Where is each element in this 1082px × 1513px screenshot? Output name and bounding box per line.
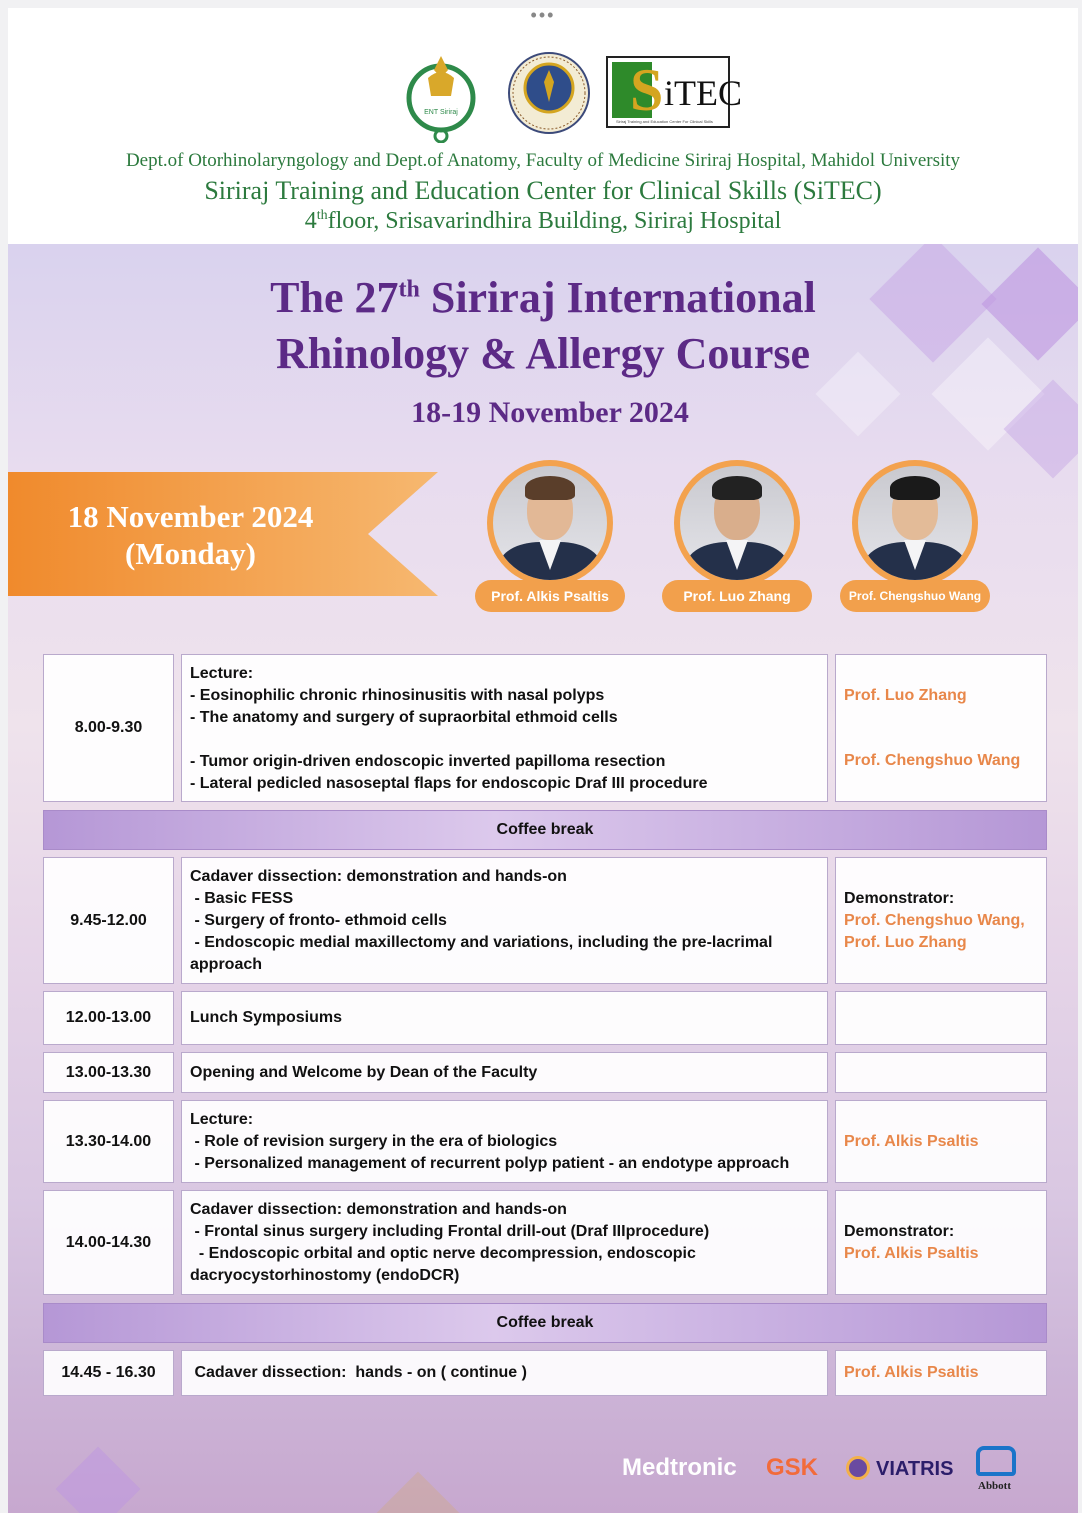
sitec-logo-text: iTEC xyxy=(664,73,742,113)
session-speakers xyxy=(835,1350,1047,1396)
speaker-line: Prof. Alkis Psaltis xyxy=(844,1364,979,1381)
schedule-row xyxy=(43,1052,1047,1093)
desc-line: - Tumor origin-driven endoscopic inverted papilloma resection xyxy=(190,753,666,770)
desc-line: - Lateral pedicled nasoseptal flaps for endoscopic Draf III procedure xyxy=(190,775,708,792)
session-time: 14.45 - 16.30 xyxy=(43,1350,174,1396)
location-line xyxy=(8,208,1078,235)
center-name: Siriraj Training and Education Center for Clinical Skills (SiTEC) xyxy=(204,176,882,205)
abbott-logo: Abbott xyxy=(978,1480,1012,1492)
session-time: 12.00-13.00 xyxy=(43,991,174,1045)
decor-diamond xyxy=(56,1447,141,1513)
schedule-row xyxy=(43,654,1047,802)
day-weekday: (Monday) xyxy=(125,536,256,571)
speaker-line: Prof. Chengshuo Wang, xyxy=(844,912,1025,929)
speaker-line: Prof. Alkis Psaltis xyxy=(844,1245,979,1262)
location-text: floor, Srisavarindhira Building, Siriraj Hospital xyxy=(327,208,782,234)
decor-diamond xyxy=(376,1472,461,1513)
session-time: 9.45-12.00 xyxy=(43,857,174,984)
coffee-break-row: Coffee break xyxy=(43,810,1047,850)
sitec-logo xyxy=(606,56,742,128)
sitec-logo-subtitle: Siriraj Training and Education Center For Clinical Skills xyxy=(616,119,713,124)
session-description xyxy=(181,857,828,984)
desc-line: Cadaver dissection: demonstration and hands-on xyxy=(190,868,567,885)
session-speakers xyxy=(835,857,1047,984)
session-speakers xyxy=(835,1190,1047,1295)
main-panel xyxy=(8,244,1078,1513)
floor-number: 4 xyxy=(304,208,317,234)
avatar xyxy=(852,460,978,586)
session-time: 14.00-14.30 xyxy=(43,1190,174,1295)
schedule-row xyxy=(43,991,1047,1045)
title-sup: th xyxy=(398,276,420,303)
speaker-label: Demonstrator: xyxy=(844,1223,955,1240)
sponsor-logos xyxy=(620,1444,1040,1504)
day-date: 18 November 2024 xyxy=(67,499,314,534)
speaker-line: Prof. Luo Zhang xyxy=(844,687,967,704)
course-title-line1 xyxy=(8,272,1078,323)
desc-line: Cadaver dissection: demonstration and hands-on xyxy=(190,1201,567,1218)
gsk-logo: GSK xyxy=(766,1454,819,1481)
session-description: Opening and Welcome by Dean of the Faculty xyxy=(181,1052,828,1093)
speaker-line: Prof. Luo Zhang xyxy=(844,934,967,951)
more-menu-icon[interactable]: ••• xyxy=(530,8,556,25)
avatar xyxy=(674,460,800,586)
coffee-break-row: Coffee break xyxy=(43,1303,1047,1343)
session-time: 13.30-14.00 xyxy=(43,1100,174,1183)
desc-line: - Personalized management of recurrent polyp patient - an endotype approach xyxy=(190,1155,790,1172)
schedule-row xyxy=(43,1100,1047,1183)
poster xyxy=(8,8,1078,1513)
session-time: 8.00-9.30 xyxy=(43,654,174,802)
session-description: Cadaver dissection: hands - on ( continue ) xyxy=(181,1350,828,1396)
desc-line: - Frontal sinus surgery including Frontal drill-out (Draf IIIprocedure) xyxy=(190,1223,710,1240)
desc-line: - Endoscopic medial maxillectomy and variations, including the pre-lacrimal approach xyxy=(190,934,777,973)
day-banner-text xyxy=(8,498,373,572)
header xyxy=(8,8,1078,244)
schedule-row xyxy=(43,857,1047,984)
speaker-card-zhang xyxy=(662,460,812,620)
schedule-row xyxy=(43,1190,1047,1295)
desc-line: - Surgery of fronto- ethmoid cells xyxy=(190,912,447,929)
floor-suffix: th xyxy=(316,208,328,223)
speaker-line: Prof. Chengshuo Wang xyxy=(844,752,1021,769)
desc-line: - Role of revision surgery in the era of biologics xyxy=(190,1133,558,1150)
speaker-name: Prof. Alkis Psaltis xyxy=(475,580,625,612)
schedule-row xyxy=(43,1350,1047,1396)
ent-siriraj-logo xyxy=(396,48,486,143)
viatris-logo: VIATRIS xyxy=(876,1458,954,1480)
department-line: Dept.of Otorhinolaryngology and Dept.of Anatomy, Faculty of Medicine Siriraj Hospital, Mahidol University xyxy=(125,150,961,171)
avatar xyxy=(487,460,613,586)
session-speakers xyxy=(835,991,1047,1045)
speaker-line: Prof. Alkis Psaltis xyxy=(844,1133,979,1150)
title-pre: The 27 xyxy=(270,273,399,322)
course-title-line2: Rhinology & Allergy Course xyxy=(275,329,811,378)
desc-line: - Basic FESS xyxy=(190,890,294,907)
speaker-name: Prof. Chengshuo Wang xyxy=(840,580,990,612)
desc-line: - Eosinophilic chronic rhinosinusitis with nasal polyps xyxy=(190,687,605,704)
desc-line: - Endoscopic orbital and optic nerve decompression, endoscopic dacryocystorhinostomy (endoDCR) xyxy=(190,1245,701,1284)
course-dates: 18-19 November 2024 xyxy=(411,396,689,429)
speaker-card-wang xyxy=(840,460,990,620)
session-description xyxy=(181,654,828,802)
session-speakers xyxy=(835,1052,1047,1093)
ent-logo-text: ENT Siriraj xyxy=(424,109,458,116)
desc-line: - The anatomy and surgery of supraorbital ethmoid cells xyxy=(190,709,618,726)
desc-line: Lecture: xyxy=(190,665,254,682)
session-description xyxy=(181,1100,828,1183)
speaker-card-psaltis xyxy=(475,460,625,620)
session-time: 13.00-13.30 xyxy=(43,1052,174,1093)
session-description xyxy=(181,1190,828,1295)
speaker-name: Prof. Luo Zhang xyxy=(662,580,812,612)
viatris-icon xyxy=(846,1456,870,1480)
session-speakers xyxy=(835,654,1047,802)
logo-group xyxy=(388,48,748,148)
abbott-icon xyxy=(976,1446,1016,1476)
speaker-label: Demonstrator: xyxy=(844,890,955,907)
desc-line: Lecture: xyxy=(190,1111,254,1128)
medtronic-logo: Medtronic xyxy=(622,1454,737,1481)
anatomy-seal-logo xyxy=(506,50,592,136)
session-description: Lunch Symposiums xyxy=(181,991,828,1045)
title-post: Siriraj International xyxy=(419,273,816,322)
session-speakers xyxy=(835,1100,1047,1183)
sitec-logo-s: S xyxy=(630,57,664,123)
desc-line xyxy=(190,729,819,751)
